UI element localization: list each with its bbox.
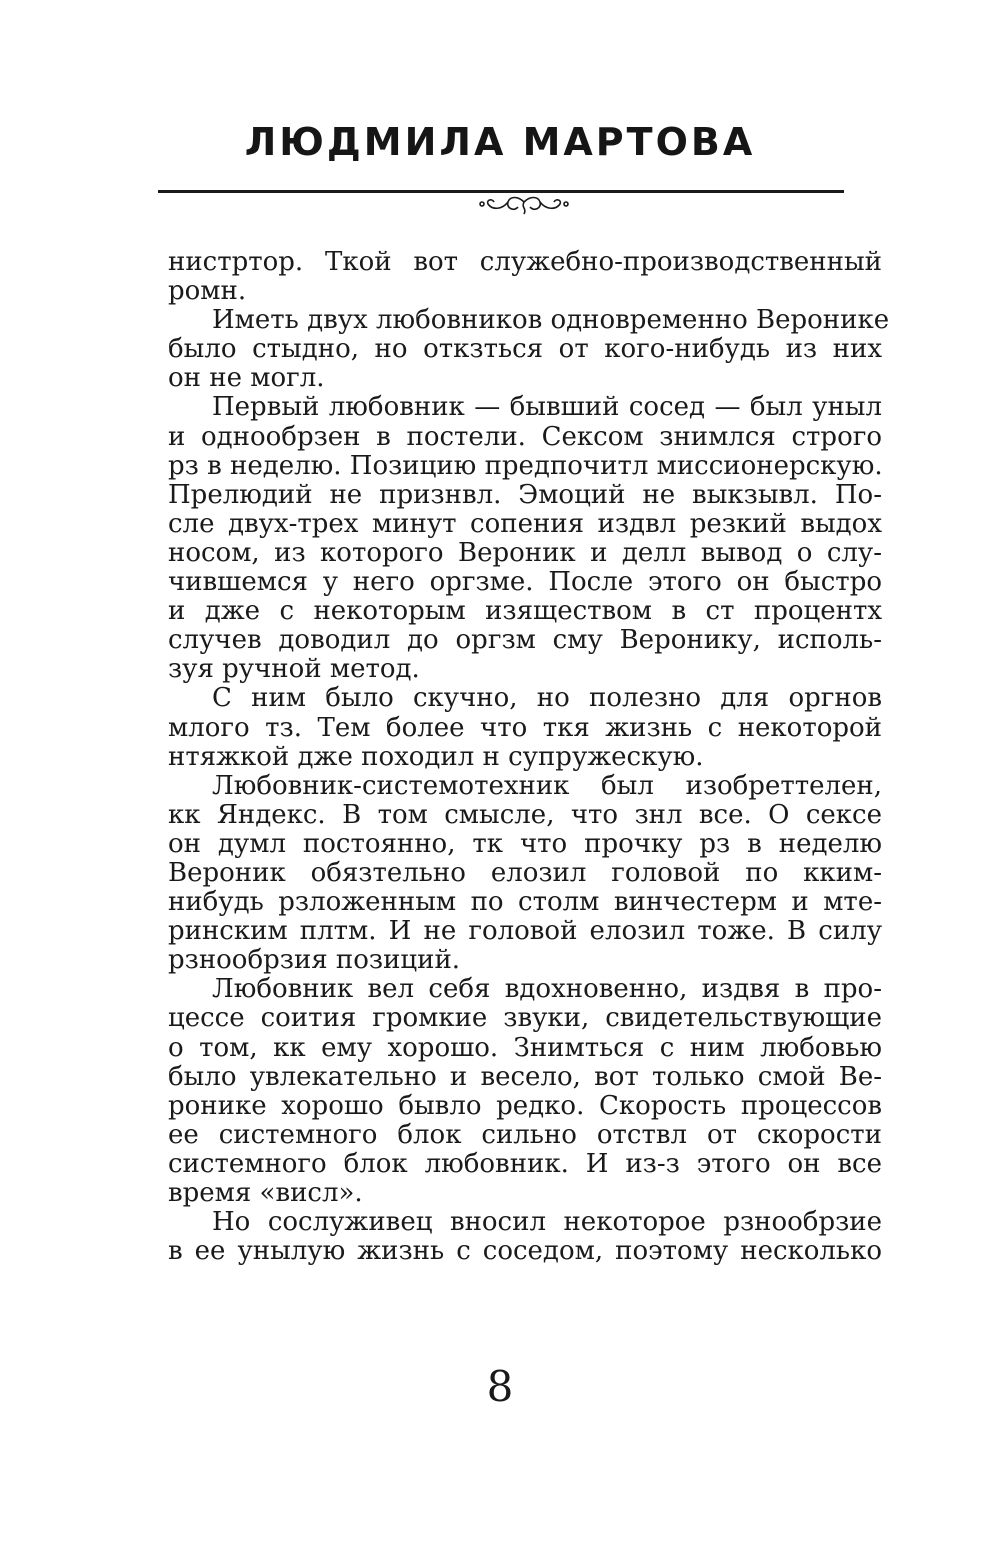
text-line: системного блок любовник. И из-з этого он все — [168, 1148, 882, 1179]
running-header-author: ЛЮДМИЛА МАРТОВА — [244, 120, 756, 164]
text-line: в ее унылую жизнь с соседом, поэтому несколько — [168, 1236, 882, 1267]
body-text — [168, 247, 890, 1267]
text-line: сле двух-трех минут сопения издвл резкий выдох — [168, 508, 882, 539]
text-line: нистртор. Ткой вот служебно-производственный — [168, 247, 882, 277]
text-line: рзнообрзия позиций. — [168, 945, 461, 976]
text-line: время «висл». — [168, 1178, 363, 1208]
text-line: рз в неделю. Позицию предпочитл миссионерскую. — [168, 450, 883, 481]
text-line: Но сослуживец вносил некоторое рзнообрзие — [212, 1207, 882, 1238]
text-line: нибудь рзложенным по столм винчестерм и мте- — [168, 887, 882, 918]
text-line: случев доводил до оргзм сму Веронику, исполь- — [168, 625, 882, 656]
text-line: носом, из которого Вероник и делл вывод о слу- — [168, 537, 882, 568]
page-number: 8 — [486, 1362, 514, 1411]
text-line: С ним было скучно, но полезно для оргнов — [212, 683, 882, 714]
text-line: ринским плтм. И не головой елозил тоже. В силу — [168, 916, 882, 947]
ornament-flourish-icon — [474, 192, 574, 222]
text-line: Вероник обязтельно елозил головой по кким- — [168, 857, 882, 888]
text-line: зуя ручной метод. — [168, 654, 420, 685]
text-line: ромн. — [168, 276, 247, 307]
text-line: и однообрзен в постели. Сексом знимлся строго — [168, 421, 882, 452]
text-line: Первый любовник — бывший сосед — был уныл — [212, 392, 882, 423]
text-line: о том, кк ему хорошо. Знимться с ним любовью — [168, 1032, 882, 1063]
text-line: Любовник-системотехник был изобреттелен, — [212, 770, 882, 801]
text-line: млого тз. Тем более что ткя жизнь с некоторой — [168, 712, 882, 743]
text-line: ее системного блок сильно отствл от скорости — [168, 1119, 882, 1150]
text-line: Любовник вел себя вдохновенно, издвя в про- — [212, 974, 882, 1005]
text-line: было увлекательно и весело, вот только смой Ве- — [168, 1061, 882, 1092]
text-line: цессе соития громкие звуки, свидетельствующие — [168, 1003, 882, 1034]
text-line: нтяжкой дже походил н супружескую. — [168, 741, 704, 772]
text-line: ронике хорошо бывло редко. Скорость процессов — [168, 1090, 882, 1121]
text-line: Иметь двух любовников одновременно Веронике — [212, 305, 890, 336]
text-line: он думл постоянно, тк что прочку рз в неделю — [168, 828, 882, 859]
text-line: было стыдно, но откзться от кого-нибудь из них — [168, 334, 882, 365]
text-line: чившемся у него оргзме. После этого он быстро — [168, 567, 882, 598]
text-line: кк Яндекс. В том смысле, что знл все. О сексе — [168, 799, 882, 830]
text-line: Прелюдий не признвл. Эмоций не выкзывл. По- — [168, 479, 882, 510]
text-line: он не могл. — [168, 363, 325, 394]
text-line: и дже с некоторым изяществом в ст процентх — [168, 596, 882, 627]
